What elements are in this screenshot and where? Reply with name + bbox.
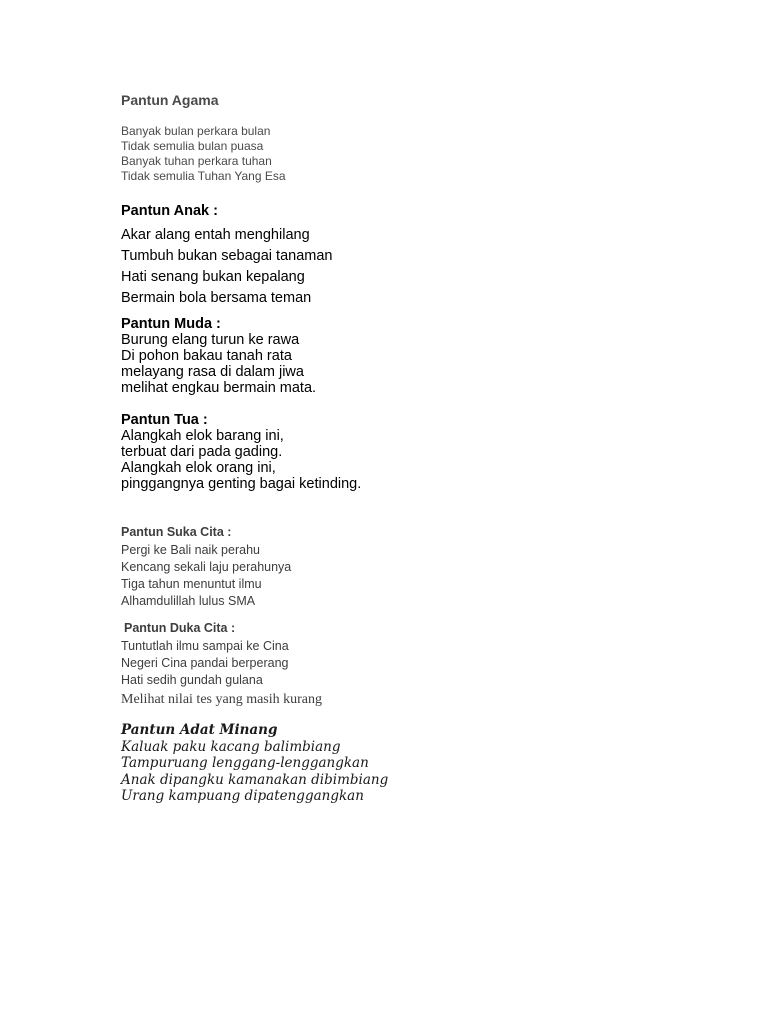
pantun-duka-cita-section (121, 620, 322, 709)
verse-line: Kaluak paku kacang balimbiang (121, 738, 341, 755)
pantun-duka-cita-title: Pantun Duka Cita : (124, 621, 236, 635)
verse-line: Banyak bulan perkara bulan (121, 124, 271, 138)
verse-line: Hati senang bukan kepalang (121, 269, 305, 285)
verse-line: Tidak semulia Tuhan Yang Esa (121, 169, 286, 183)
verse-line: Tuntutlah ilmu sampai ke Cina (121, 639, 289, 653)
verse-line: Tumbuh bukan sebagai tanaman (121, 248, 333, 264)
verse-line: Di pohon bakau tanah rata (121, 348, 292, 364)
pantun-tua-title: Pantun Tua : (121, 412, 208, 428)
verse-line: Alhamdulillah lulus SMA (121, 594, 256, 608)
pantun-muda-section (121, 316, 316, 396)
pantun-agama-verse (121, 124, 286, 184)
verse-line: Alangkah elok barang ini, (121, 428, 284, 444)
verse-line: pinggangnya genting bagai ketinding. (121, 476, 362, 492)
verse-line: melihat engkau bermain mata. (121, 380, 317, 396)
verse-line: Tidak semulia bulan puasa (121, 139, 264, 153)
pantun-anak-section (121, 201, 332, 309)
verse-line: Hati sedih gundah gulana (121, 673, 263, 687)
pantun-agama-title: Pantun Agama (121, 92, 219, 108)
verse-line: Tampuruang lenggang-lenggangkan (121, 755, 369, 771)
pantun-suka-cita-title: Pantun Suka Cita : (121, 525, 232, 539)
verse-line: Anak dipangku kamanakan dibimbiang (121, 771, 389, 788)
verse-line: Bermain bola bersama teman (121, 290, 312, 306)
pantun-adat-minang-title: Pantun Adat Minang (121, 722, 278, 738)
verse-line: Akar alang entah menghilang (121, 227, 310, 243)
verse-line: terbuat dari pada gading. (121, 444, 283, 460)
pantun-anak-title: Pantun Anak : (121, 203, 218, 219)
verse-line: Pergi ke Bali naik perahu (121, 543, 260, 557)
verse-line: Kencang sekali laju perahunya (121, 560, 292, 574)
pantun-muda-title: Pantun Muda : (121, 316, 221, 332)
verse-line: Melihat nilai tes yang masih kurang (121, 692, 323, 707)
verse-line: Banyak tuhan perkara tuhan (121, 154, 272, 168)
pantun-adat-minang-section (121, 722, 388, 805)
verse-line: Alangkah elok orang ini, (121, 460, 276, 476)
verse-line: melayang rasa di dalam jiwa (121, 364, 304, 380)
verse-line: Tiga tahun menuntut ilmu (121, 577, 262, 591)
verse-line: Urang kampuang dipatenggangkan (121, 788, 364, 804)
pantun-tua-section (121, 412, 361, 492)
verse-line: Negeri Cina pandai berperang (121, 656, 289, 670)
verse-line: Burung elang turun ke rawa (121, 332, 300, 348)
pantun-suka-cita-section (121, 524, 291, 610)
